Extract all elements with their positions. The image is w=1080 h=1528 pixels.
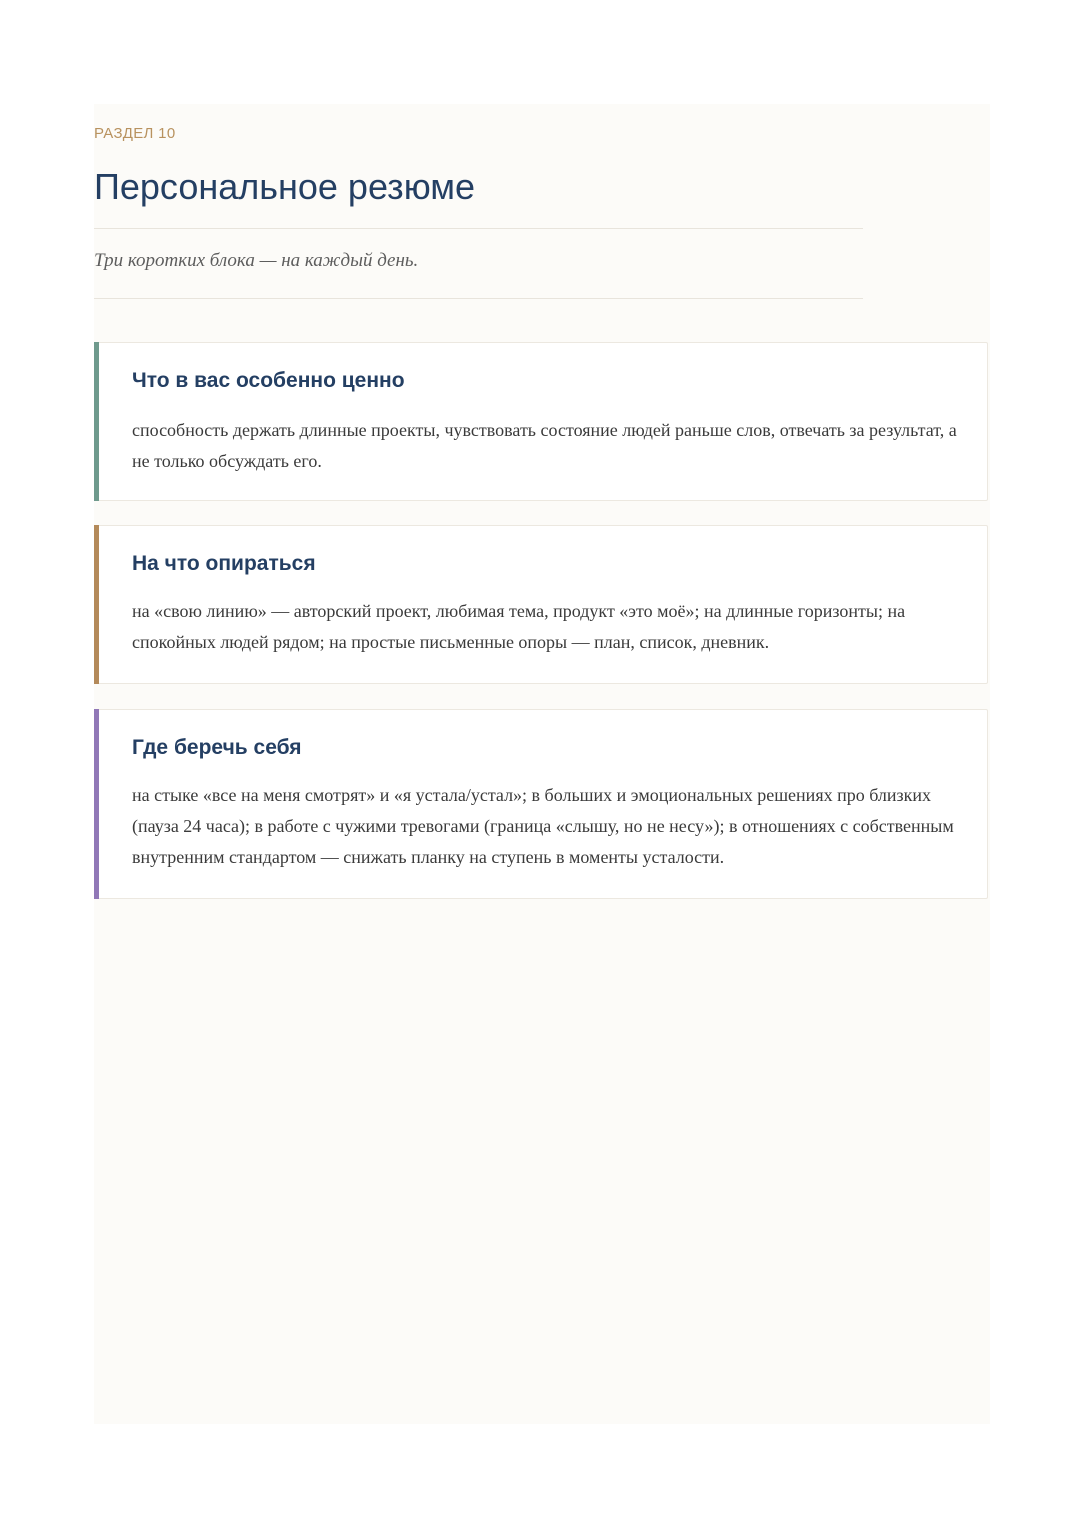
- card-text: на стыке «все на меня смотрят» и «я устала/устал»; в больших и эмоциональных решениях про близких (пауза 24 часа); в работе с чужими тревогами (граница «слышу, но не несу»); в отношениях с собственным внутренним стандартом — снижать планку на ступень в моменты усталости.: [132, 785, 954, 867]
- card-title: На что опираться: [132, 552, 316, 575]
- page-title: Персональное резюме: [94, 166, 476, 207]
- card-accent-bar: [94, 525, 99, 684]
- card-valuable-traits: [94, 342, 988, 501]
- card-self-care: [94, 709, 988, 899]
- document-page: [94, 104, 990, 1424]
- card-title: Где беречь себя: [132, 736, 302, 759]
- card-text: способность держать длинные проекты, чувствовать состояние людей раньше слов, отвечать за результат, а не только обсуждать его.: [132, 420, 957, 471]
- card-title: Что в вас особенно ценно: [132, 369, 405, 392]
- section-label: РАЗДЕЛ 10: [94, 125, 176, 142]
- card-accent-bar: [94, 709, 99, 899]
- card-accent-bar: [94, 342, 99, 501]
- divider: [94, 298, 863, 299]
- card-support-points: [94, 525, 988, 684]
- card-text: на «свою линию» — авторский проект, любимая тема, продукт «это моё»; на длинные горизонты; на спокойных людей рядом; на простые письменные опоры — план, список, дневник.: [132, 601, 906, 652]
- divider: [94, 228, 863, 229]
- page-subtitle: Три коротких блока — на каждый день.: [94, 250, 419, 271]
